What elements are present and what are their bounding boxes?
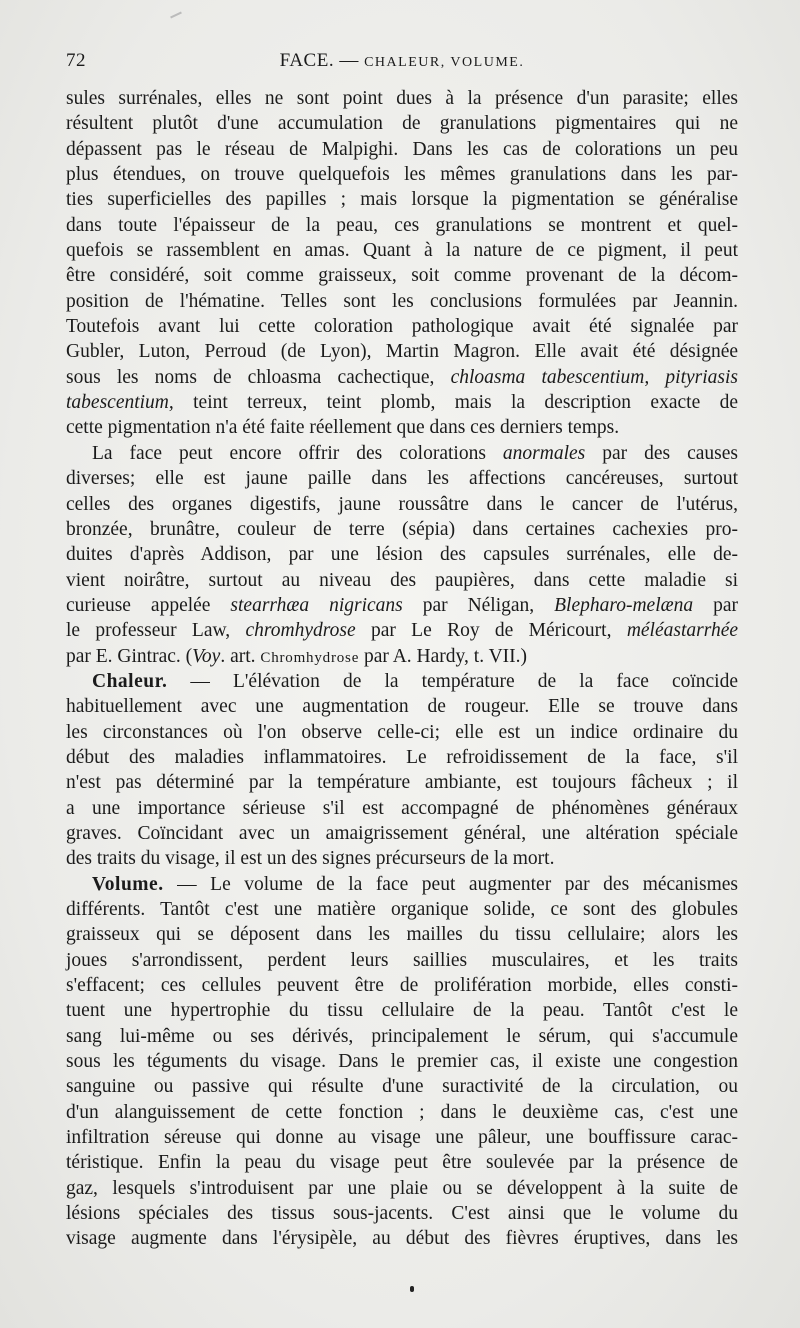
- running-header: [66, 50, 738, 76]
- italic-term: méléastarrhée: [626, 620, 739, 642]
- text-line: tuent une hypertrophie du tissu cellulaire de la peau. Tantôt c'est le: [66, 1000, 738, 1022]
- text-line: celles des organes digestifs, jaune roussâtre dans le cancer de l'utérus,: [66, 493, 738, 515]
- text-run: La face peut encore offrir des colorations: [92, 442, 486, 464]
- text-line: [66, 365, 738, 390]
- text-line: cette pigmentation n'a été faite réellement que dans ces derniers temps.: [66, 417, 620, 439]
- text-line: s'effacent; ces cellules peuvent être de prolifération morbide, elles consti-: [66, 975, 738, 997]
- text-line: résultent plutôt d'une accumulation de granulations pigmentaires qui ne: [66, 113, 738, 135]
- italic-term: pityriasis: [665, 366, 739, 388]
- text-line: sang lui-même ou ses dérivés, principalement le sérum, qui s'accumule: [66, 1025, 738, 1047]
- text-line: diverses; elle est jaune paille dans les affections cancéreuses, surtout: [66, 468, 738, 490]
- text-line: bronzée, brunâtre, couleur de terre (sépia) dans certaines cachexies pro-: [66, 518, 738, 540]
- text-line: sous les téguments du visage. Dans le premier cas, il existe une congestion: [66, 1051, 738, 1073]
- italic-term: chromhydrose: [245, 620, 356, 642]
- text-line: ties superficielles des papilles ; mais lorsque la pigmentation se généralise: [66, 189, 738, 211]
- paragraph-start: [66, 669, 738, 694]
- text-line: position de l'hématine. Telles sont les conclusions formulées par Jeannin.: [66, 290, 738, 312]
- text-line: quefois se rassemblent en amas. Quant à la nature de ce pigment, il peut: [66, 240, 738, 262]
- text-line: sanguine ou passive qui résulte d'une suractivité de la circulation, ou: [66, 1076, 738, 1098]
- text-line: dans toute l'épaisseur de la peau, ces granulations se montrent et quel-: [66, 214, 738, 236]
- text-line: graisseux qui se déposent dans les mailles du tissu cellulaire; alors les: [66, 924, 738, 946]
- text-run: . art.: [220, 645, 256, 667]
- text-line: les circonstances où l'on observe celle-ci; elle est un indice ordinaire du: [66, 721, 738, 743]
- text-line: sules surrénales, elles ne sont point dues à la présence d'un parasite; elles: [66, 88, 738, 109]
- text-line: être considéré, soit comme graisseux, soit comme provenant de la décom-: [66, 265, 738, 287]
- text-line: [66, 593, 738, 618]
- italic-term: Blepharo-melæna: [554, 594, 694, 616]
- text-run: par A. Hardy, t. VII.): [364, 645, 528, 667]
- text-run: teint terreux, teint plomb, mais la description exacte de: [193, 392, 738, 414]
- text-line: début des maladies inflammatoires. Le refroidissement de la face, s'il: [66, 746, 738, 768]
- text-line: duites d'après Addison, par une lésion des capsules surrénales, elle de-: [66, 544, 738, 566]
- small-caps-term: Chromhydrose: [260, 649, 360, 666]
- text-line: plus étendues, on trouve quelquefois les mêmes granulations dans les par-: [66, 164, 738, 186]
- text-line: habituellement avec une augmentation de rougeur. Elle se trouve dans: [66, 696, 738, 718]
- text-line: [66, 390, 738, 415]
- paragraph-start: [66, 441, 738, 466]
- text-run: par Le Roy de Méricourt,: [370, 620, 612, 642]
- text-line: Toutefois avant lui cette coloration pathologique avait été signalée par: [66, 316, 738, 338]
- section-heading-volume: Volume.: [92, 873, 164, 895]
- printer-mark: [410, 1286, 414, 1292]
- text-line: d'un alanguissement de cette fonction ; dans le deuxième cas, c'est une: [66, 1101, 738, 1123]
- text-line: infiltration séreuse qui donne au visage une pâleur, une bouffissure carac-: [66, 1127, 738, 1149]
- text-line: vient noirâtre, surtout au niveau des paupières, dans cette maladie si: [66, 569, 738, 591]
- section-heading-chaleur: Chaleur.: [92, 670, 168, 692]
- text-line: joues s'arrondissent, perdent leurs saillies musculaires, et les traits: [66, 949, 738, 971]
- text-run: par E. Gintrac. (: [66, 645, 193, 667]
- text-line: n'est pas déterminé par la température ambiante, est toujours fâcheux ; il: [66, 772, 738, 794]
- text-line: lésions spéciales des tissus sous-jacents. C'est ainsi que le volume du: [66, 1203, 738, 1225]
- text-line: différents. Tantôt c'est une matière organique solide, ce sont des globules: [66, 899, 738, 920]
- text-line: gaz, lesquels s'introduisent par une plaie ou se développent à la suite de: [66, 1177, 738, 1199]
- text-run: par des causes: [602, 442, 739, 464]
- text-run: — L'élévation de la température de la face coïncide: [190, 670, 739, 692]
- text-run: curieuse appelée: [66, 594, 211, 616]
- italic-term: chloasma tabescentium,: [450, 366, 650, 388]
- italic-term: tabescentium,: [66, 392, 174, 414]
- text-run: le professeur Law,: [66, 620, 231, 642]
- page-number: 72: [66, 50, 86, 71]
- text-line: a une importance sérieuse s'il est accompagné de phénomènes généraux: [66, 797, 738, 819]
- scan-mark: [170, 12, 182, 19]
- title-main: FACE. —: [279, 50, 359, 71]
- italic-term: stearrhæa nigricans: [230, 594, 403, 616]
- text-run: par: [713, 594, 738, 616]
- paragraph-start: [66, 872, 738, 897]
- text-line: dépassent pas le réseau de Malpighi. Dans les cas de colorations un peu: [66, 138, 738, 160]
- text-line: graves. Coïncidant avec un amaigrissement général, une altération spéciale: [66, 822, 738, 844]
- text-line: [66, 618, 738, 643]
- italic-term: Voy: [192, 645, 221, 667]
- text-line: [66, 644, 738, 669]
- title-sub: CHALEUR, VOLUME.: [364, 55, 525, 70]
- text-run: sous les noms de chloasma cachectique,: [66, 366, 435, 388]
- text-line: téristique. Enfin la peau du visage peut être soulevée par la présence de: [66, 1152, 738, 1174]
- text-line: des traits du visage, il est un des signes précurseurs de la mort.: [66, 848, 555, 870]
- body-text: [66, 86, 738, 1252]
- text-line: visage augmente dans l'érysipèle, au début des fièvres éruptives, dans les: [66, 1228, 738, 1250]
- text-run: par Néligan,: [422, 594, 535, 616]
- italic-term: anormales: [502, 442, 586, 464]
- running-title: [66, 50, 738, 72]
- text-run: — Le volume de la face peut augmenter par des mécanismes: [177, 873, 738, 895]
- text-line: Gubler, Luton, Perroud (de Lyon), Martin Magron. Elle avait été désignée: [66, 341, 738, 363]
